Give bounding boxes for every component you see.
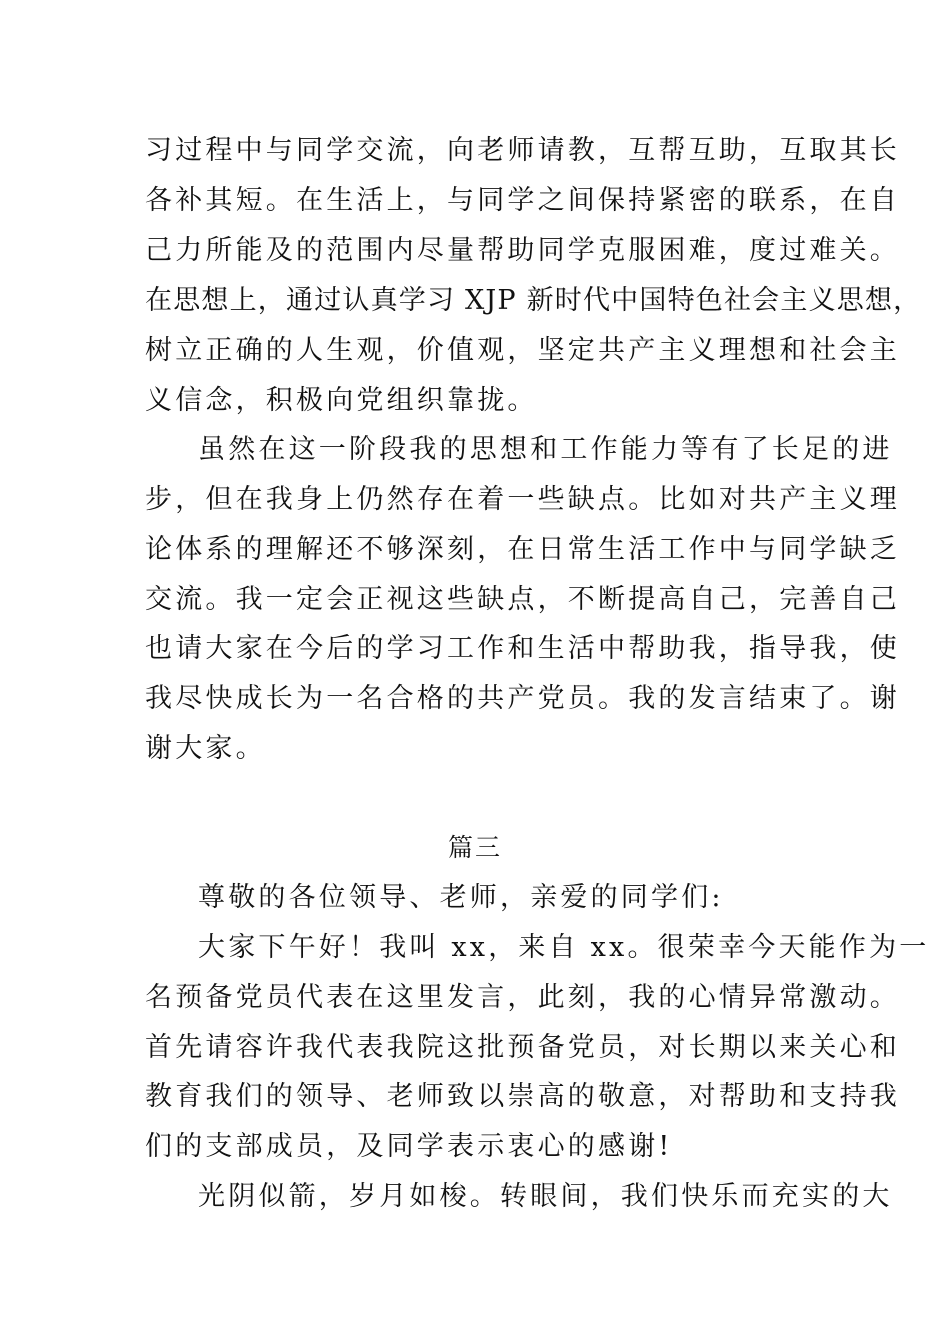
paragraph-line: 虽然在这一阶段我的思想和工作能力等有了长足的进 bbox=[198, 434, 893, 465]
paragraph-line: 我尽快成长为一名合格的共产党员。我的发言结束了。谢 bbox=[145, 683, 900, 714]
salutation-line: 尊敬的各位领导、老师，亲爱的同学们: bbox=[198, 882, 724, 913]
paragraph-line: 论体系的理解还不够深刻，在日常生活工作中与同学缺乏 bbox=[145, 534, 900, 565]
paragraph-line: 交流。我一定会正视这些缺点，不断提高自己，完善自己 bbox=[145, 584, 900, 615]
paragraph-line: 在思想上，通过认真学习 XJP 新时代中国特色社会主义思想， bbox=[145, 285, 922, 316]
paragraph-line: 大家下午好！我叫 xx，来自 xx。很荣幸今天能作为一 bbox=[198, 932, 930, 963]
paragraph-line: 步，但在我身上仍然存在着一些缺点。比如对共产主义理 bbox=[145, 484, 900, 515]
section-title: 篇三 bbox=[447, 833, 502, 862]
paragraph-line: 习过程中与同学交流，向老师请教，互帮互助，互取其长 bbox=[145, 135, 900, 166]
paragraph-line: 们的支部成员，及同学表示衷心的感谢! bbox=[145, 1131, 673, 1162]
paragraph-line: 教育我们的领导、老师致以崇高的敬意，对帮助和支持我 bbox=[145, 1081, 900, 1112]
paragraph-line: 己力所能及的范围内尽量帮助同学克服困难，度过难关。 bbox=[145, 235, 900, 266]
paragraph-line: 光阴似箭，岁月如梭。转眼间，我们快乐而充实的大 bbox=[198, 1181, 893, 1212]
paragraph-line: 名预备党员代表在这里发言，此刻，我的心情异常激动。 bbox=[145, 982, 900, 1013]
paragraph-line: 义信念，积极向党组织靠拢。 bbox=[145, 385, 538, 416]
paragraph-line: 谢大家。 bbox=[145, 733, 266, 764]
paragraph-line: 也请大家在今后的学习工作和生活中帮助我，指导我，使 bbox=[145, 633, 900, 664]
paragraph-line: 首先请容许我代表我院这批预备党员，对长期以来关心和 bbox=[145, 1032, 900, 1063]
paragraph-line: 树立正确的人生观，价值观，坚定共产主义理想和社会主 bbox=[145, 335, 900, 366]
paragraph-line: 各补其短。在生活上，与同学之间保持紧密的联系，在自 bbox=[145, 185, 900, 216]
